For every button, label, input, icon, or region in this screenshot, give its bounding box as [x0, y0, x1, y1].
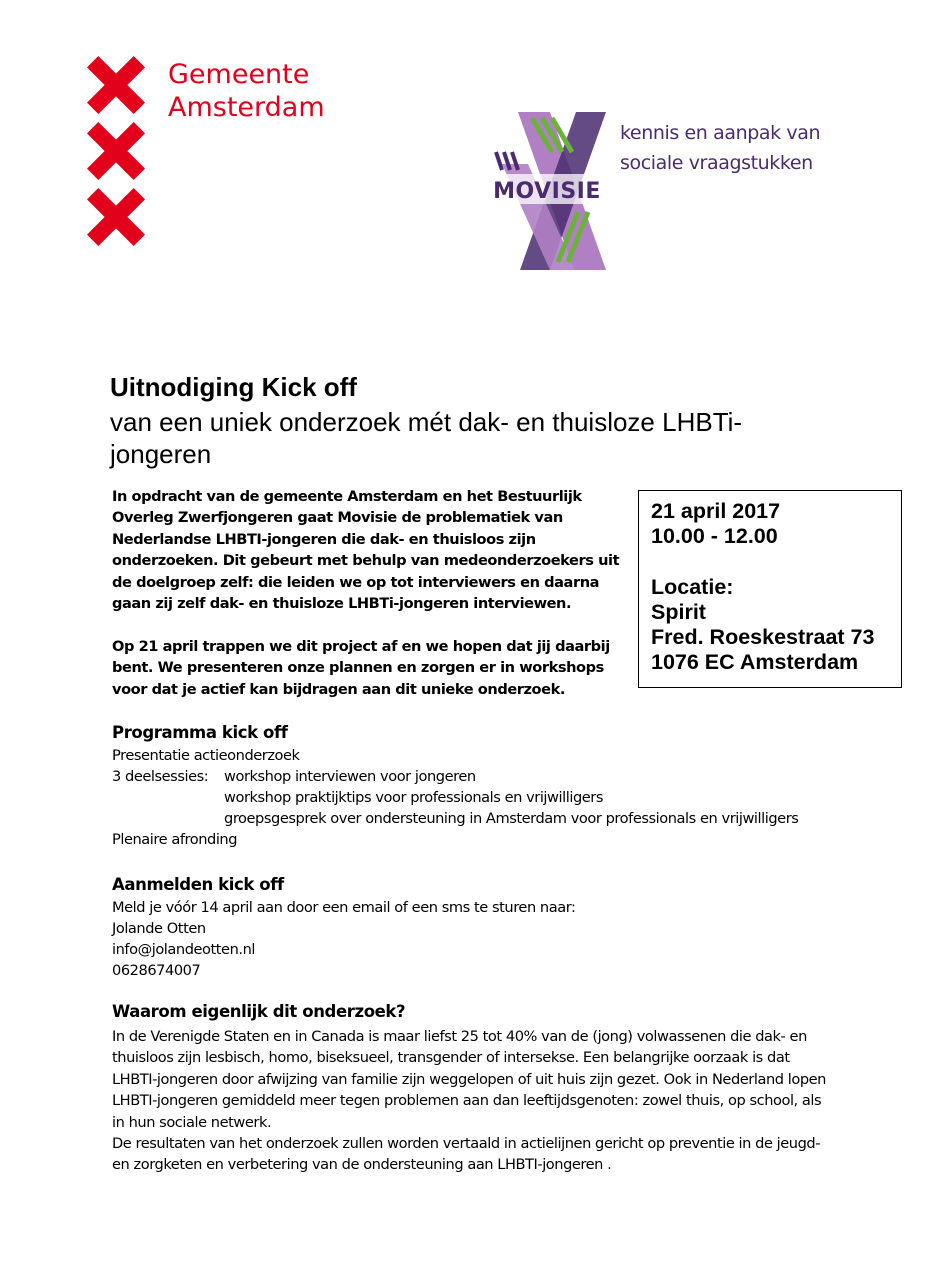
- movisie-tagline-line2: sociale vraagstukken: [620, 152, 813, 174]
- movisie-wordmark: MOVISIE: [493, 179, 601, 204]
- page-subtitle: van een uniek onderzoek mét dak- en thuisloze LHBTi-jongeren: [110, 407, 743, 469]
- event-time: 10.00 - 12.00: [651, 524, 778, 548]
- waarom-heading: Waarom eigenlijk dit onderzoek?: [112, 1002, 406, 1021]
- contact-name: Jolande Otten: [112, 920, 206, 937]
- intro-paragraph-1: In opdracht van de gemeente Amsterdam en het Bestuurlijk Overleg Zwerfjongeren gaat Movisie de problematiek van Nederlandse LHBTI-jongeren die dak- en thuisloos zijn onderzoeken. Dit gebeurt met behulp van medeonderzoekers uit de doelgroep zelf: die leiden we op tot interviewers en daarna gaan zij zelf dak- en thuisloze LHBTi-jongeren interviewen.: [112, 488, 620, 613]
- programma-session-3: groepsgesprek over ondersteuning in Amsterdam voor professionals en vrijwilligers: [224, 810, 799, 827]
- programma-sessions-label: 3 deelsessies:: [112, 768, 209, 785]
- movisie-logo-icon: [488, 112, 606, 270]
- venue-city: 1076 EC Amsterdam: [651, 650, 859, 674]
- amsterdam-crosses-icon: [86, 56, 146, 246]
- programma-session-1: workshop interviewen voor jongeren: [224, 768, 476, 785]
- aanmelden-heading: Aanmelden kick off: [112, 875, 284, 894]
- programma-session-2: workshop praktijktips voor professionals en vrijwilligers: [224, 789, 603, 806]
- waarom-paragraph-1: In de Verenigde Staten en in Canada is maar liefst 25 tot 40% van de (jong) volwassenen die dak- en thuisloos zijn lesbisch, homo, biseksueel, transgender of intersekse. Een belangrijke oorzaak is dat LHBTI-jongeren door afwijzing van familie zijn weggelopen of uit huis zijn gezet. Ook in Nederland lopen LHBTI-jongeren gemiddeld meer tegen problemen aan dan leeftijdsgenoten: zowel thuis, op school, als in hun sociale netwerk.: [112, 1028, 826, 1131]
- movisie-tagline: [620, 118, 820, 178]
- gemeente-word: Gemeente: [168, 59, 310, 90]
- programma-closing: Plenaire afronding: [112, 831, 238, 848]
- event-info-box: [638, 490, 902, 688]
- contact-phone: 0628674007: [112, 962, 201, 979]
- page-title: Uitnodiging Kick off: [110, 372, 357, 402]
- location-label: Locatie:: [651, 575, 734, 599]
- venue-street: Fred. Roeskestraat 73: [651, 625, 875, 649]
- waarom-text: [112, 1026, 832, 1176]
- programma-item-presentatie: Presentatie actieonderzoek: [112, 747, 300, 764]
- gemeente-amsterdam-wordmark: [168, 58, 325, 124]
- programma-heading: Programma kick off: [112, 723, 288, 742]
- aanmelden-instruction: Meld je vóór 14 april aan door een email of een sms te sturen naar:: [112, 899, 576, 916]
- event-date: 21 april 2017: [651, 499, 781, 523]
- venue-name: Spirit: [651, 600, 706, 624]
- intro-paragraph-2: Op 21 april trappen we dit project af en we hopen dat jij daarbij bent. We presenteren onze plannen en zorgen er in workshops voor dat je actief kan bijdragen aan dit unieke onderzoek.: [112, 638, 610, 698]
- contact-email: info@jolandeotten.nl: [112, 941, 255, 958]
- amsterdam-word: Amsterdam: [168, 92, 325, 123]
- movisie-tagline-line1: kennis en aanpak van: [620, 122, 821, 144]
- waarom-paragraph-2: De resultaten van het onderzoek zullen worden vertaald in actielijnen gericht op preventie in de jeugd-en zorgketen en verbetering van de ondersteuning aan LHBTI-jongeren .: [112, 1135, 821, 1174]
